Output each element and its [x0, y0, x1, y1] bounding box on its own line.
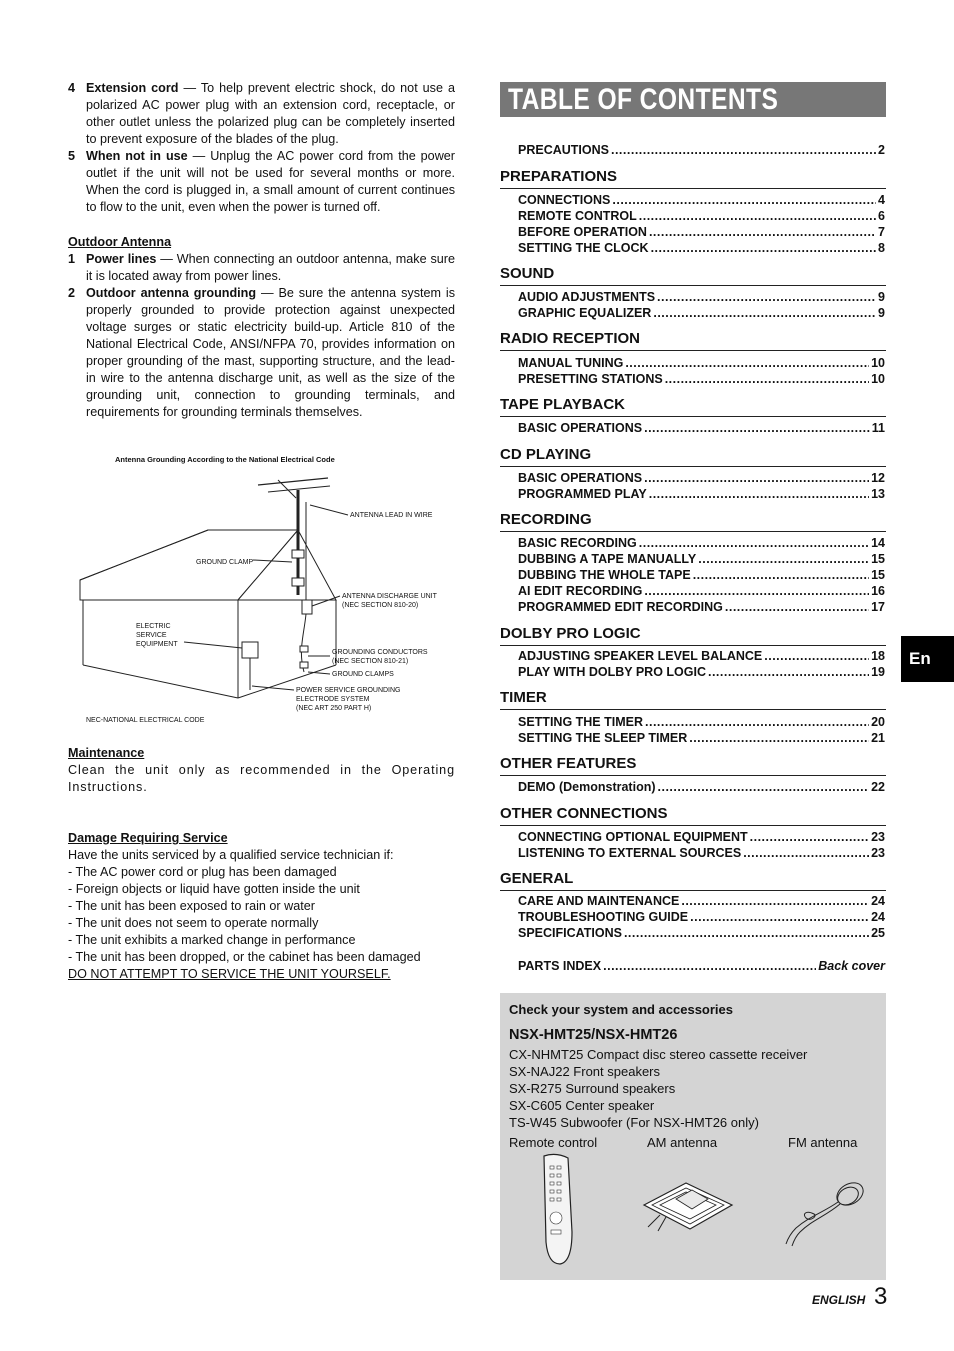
toc-section-dolby-pro-logic: DOLBY PRO LOGIC — [500, 625, 886, 646]
label-power-2: ELECTRODE SYSTEM — [296, 696, 370, 703]
outdoor-antenna-heading: Outdoor Antenna — [68, 235, 172, 249]
toc-section-timer: TIMER — [500, 689, 886, 710]
toc-entry-precautions[interactable] — [518, 142, 885, 158]
toc-entry-label: BEFORE OPERATION — [518, 225, 647, 239]
electric-service-box — [242, 642, 258, 658]
item-text: — To help prevent electric shock, do not use a polarized AC power plug with an extension cord, receptacle, or other outlet unless the polarized plug can be completely inserted to prevent exposure of the blades of the plug. — [86, 81, 455, 146]
toc-entry[interactable] — [518, 893, 885, 909]
label-electric-1: ELECTRIC — [136, 623, 171, 630]
toc-entry-label: BASIC RECORDING — [518, 536, 637, 550]
label-power-3: (NEC ART 250 PART H) — [296, 705, 372, 712]
accessory-item: TS-W45 Subwoofer (For NSX-HMT26 only) — [509, 1115, 759, 1130]
toc-entry-label: SPECIFICATIONS — [518, 926, 622, 940]
safety-item-extension-cord — [68, 80, 455, 148]
toc-section-other-connections: OTHER CONNECTIONS — [500, 805, 886, 826]
accessories-model: NSX-HMT25/NSX-HMT26 — [509, 1027, 678, 1043]
toc-entry-label: PLAY WITH DOLBY PRO LOGIC — [518, 665, 706, 679]
accessory-fm-label: FM antenna — [788, 1135, 858, 1150]
toc-entry[interactable] — [518, 567, 885, 583]
item-text: — Be sure the antenna system is properly grounded to provide protection against unexpected voltage surges or static electricity build-up. Article 810 of the National Electrical Code, ANSI/NFPA 70, provides information on proper grounding of the mast, supporting structure, and the lead-in wire to the antenna discharge unit, as well as the size of the grounding unit, connection to grounding terminals, and requirements for grounding terminals themselves. — [86, 286, 455, 419]
toc-entry-label: GRAPHIC EQUALIZER — [518, 306, 652, 320]
toc-entry-label: TROUBLESHOOTING GUIDE — [518, 910, 689, 924]
toc-entry-page: 13 — [871, 487, 885, 501]
toc-entry-page: 16 — [871, 584, 885, 598]
toc-entry[interactable] — [518, 305, 885, 321]
ground-clamp-a — [300, 646, 308, 652]
toc-entry-label: PARTS INDEX — [518, 959, 602, 973]
toc-entry-parts-index[interactable] — [518, 958, 885, 974]
toc-entry-page: 18 — [871, 649, 885, 663]
toc-entry[interactable] — [518, 470, 885, 486]
label-electric-2: SERVICE — [136, 632, 167, 639]
label-ground-clamp: GROUND CLAMP — [196, 559, 254, 566]
toc-entry-page: 20 — [871, 715, 885, 729]
item-title: When not in use — [86, 149, 188, 163]
toc-entry-label: SETTING THE SLEEP TIMER — [518, 731, 688, 745]
toc-entry-label: BASIC OPERATIONS — [518, 421, 643, 435]
left-column — [68, 80, 455, 421]
safety-item-not-in-use — [68, 148, 455, 216]
toc-entry-page: 17 — [871, 600, 885, 614]
accessory-item: SX-R275 Surround speakers — [509, 1081, 676, 1096]
toc-entry[interactable] — [518, 208, 885, 224]
toc-entry-page: 2 — [878, 143, 885, 157]
item-number: 1 — [68, 252, 76, 266]
toc-section-cd-playing: CD PLAYING — [500, 446, 886, 467]
toc-title: TABLE OF CONTENTS — [508, 83, 779, 116]
maintenance-heading: Maintenance — [68, 746, 145, 760]
toc-entry[interactable] — [518, 371, 885, 387]
toc-entry[interactable] — [518, 730, 885, 746]
item-number: 2 — [68, 286, 76, 300]
toc-entry-label: DUBBING A TAPE MANUALLY — [518, 552, 697, 566]
toc-entry-label: CARE AND MAINTENANCE — [518, 894, 680, 908]
damage-list-item: - The unit has been exposed to rain or water — [68, 899, 315, 913]
toc-entry[interactable] — [518, 845, 885, 861]
toc-entry-page: 23 — [871, 830, 885, 844]
toc-entry-page: 15 — [871, 568, 885, 582]
toc-entry-page: 8 — [878, 241, 885, 255]
toc-entry[interactable] — [518, 583, 885, 599]
maintenance-text: Clean the unit only as recommended in the Operating Instructions. — [68, 763, 455, 794]
toc-section-tape-playback: TAPE PLAYBACK — [500, 396, 886, 417]
toc-entry[interactable] — [518, 909, 885, 925]
accessory-am-label: AM antenna — [647, 1135, 718, 1150]
language-tab: En — [901, 636, 954, 682]
damage-list-item: - The AC power cord or plug has been damaged — [68, 865, 337, 879]
damage-warning: DO NOT ATTEMPT TO SERVICE THE UNIT YOURSELF. — [68, 967, 391, 981]
outdoor-item-power-lines — [68, 251, 455, 285]
accessory-item: SX-NAJ22 Front speakers — [509, 1064, 661, 1079]
antenna-grounding-diagram — [68, 450, 455, 730]
house-base — [83, 665, 238, 698]
toc-entry-page: 22 — [871, 780, 885, 794]
am-antenna-icon — [640, 1175, 736, 1235]
toc-entry[interactable] — [518, 224, 885, 240]
toc-entry-label: PROGRAMMED EDIT RECORDING — [518, 600, 723, 614]
toc-section-preparations: PREPARATIONS — [500, 168, 886, 189]
toc-entry-page: 23 — [871, 846, 885, 860]
maintenance-block — [68, 745, 455, 796]
clamp-2 — [292, 578, 304, 586]
toc-entry-page: 6 — [878, 209, 885, 223]
label-electric-3: EQUIPMENT — [136, 641, 178, 648]
clamp-1 — [292, 550, 304, 558]
toc-entry[interactable] — [518, 714, 885, 730]
item-title: Extension cord — [86, 81, 179, 95]
toc-entry-label: PROGRAMMED PLAY — [518, 487, 647, 501]
item-text: — Unplug the AC power cord from the power outlet if the unit will not be used for several months or more. When the cord is plugged in, a small amount of current continues to flow to the unit, even when the power is turned off. — [86, 149, 455, 214]
damage-block — [68, 830, 463, 983]
remote-control-icon — [536, 1152, 576, 1268]
damage-heading: Damage Requiring Service — [68, 831, 228, 845]
toc-entry[interactable] — [518, 535, 885, 551]
damage-list-item: - The unit does not seem to operate normally — [68, 916, 319, 930]
toc-entry-label: PRECAUTIONS — [518, 143, 609, 157]
toc-entry[interactable] — [518, 551, 885, 567]
toc-entry-label: SETTING THE TIMER — [518, 715, 643, 729]
damage-list-item: - The unit exhibits a marked change in performance — [68, 933, 356, 947]
toc-entry-page: 24 — [871, 910, 885, 924]
toc-section-recording: RECORDING — [500, 511, 886, 532]
toc-entry[interactable] — [518, 240, 885, 256]
diagram-title: Antenna Grounding According to the National Electrical Code — [115, 455, 335, 464]
label-discharge-2: (NEC SECTION 810-20) — [342, 602, 419, 609]
toc-entry-label: SETTING THE CLOCK — [518, 241, 649, 255]
toc-entry-label: MANUAL TUNING — [518, 356, 624, 370]
toc-section-radio-reception: RADIO RECEPTION — [500, 330, 886, 351]
toc-entry-label: AI EDIT RECORDING — [518, 584, 643, 598]
item-number: 4 — [68, 81, 76, 95]
toc-entry-page: 4 — [878, 193, 885, 207]
toc-entry-label: LISTENING TO EXTERNAL SOURCES — [518, 846, 742, 860]
footer-language: ENGLISH — [812, 1293, 866, 1307]
antenna-element-1 — [258, 478, 328, 485]
label-conductors-1: GROUNDING CONDUCTORS — [332, 649, 428, 656]
toc-entry[interactable] — [518, 289, 885, 305]
toc-entry[interactable] — [518, 664, 885, 680]
toc-entry-page: 25 — [871, 926, 885, 940]
label-antenna-lead: ANTENNA LEAD IN WIRE — [350, 512, 433, 519]
toc-entry-label: PRESETTING STATIONS — [518, 372, 663, 386]
toc-entry-label: REMOTE CONTROL — [518, 209, 637, 223]
accessory-item: SX-C605 Center speaker — [509, 1098, 655, 1113]
toc-entry-label: DEMO (Demonstration) — [518, 780, 656, 794]
toc-entry-page: 21 — [871, 731, 885, 745]
toc-entry-page: 19 — [871, 665, 885, 679]
toc-entry-label: CONNECTING OPTIONAL EQUIPMENT — [518, 830, 748, 844]
toc-section-sound: SOUND — [500, 265, 886, 286]
toc-entry-page: 10 — [871, 356, 885, 370]
toc-entry-page: 9 — [878, 306, 885, 320]
item-title: Outdoor antenna grounding — [86, 286, 257, 300]
item-number: 5 — [68, 149, 76, 163]
toc-entry[interactable] — [518, 779, 885, 795]
toc-entry-page: 7 — [878, 225, 885, 239]
label-nec: NEC-NATIONAL ELECTRICAL CODE — [86, 717, 205, 724]
toc-section-general: GENERAL — [500, 870, 886, 891]
label-discharge-1: ANTENNA DISCHARGE UNIT — [342, 593, 437, 600]
ground-clamp-b — [300, 662, 308, 668]
toc-entry[interactable] — [518, 829, 885, 845]
toc-entry-page: 12 — [871, 471, 885, 485]
item-text: — When connecting an outdoor antenna, make sure it is located away from power lines. — [86, 252, 455, 283]
toc-entry[interactable] — [518, 192, 885, 208]
toc-entry-label: BASIC OPERATIONS — [518, 471, 643, 485]
damage-list-item: - Foreign objects or liquid have gotten inside the unit — [68, 882, 360, 896]
damage-intro: Have the units serviced by a qualified service technician if: — [68, 848, 394, 862]
toc-entry-label: CONNECTIONS — [518, 193, 611, 207]
fm-antenna-icon — [784, 1176, 870, 1248]
toc-entry-page: 14 — [871, 536, 885, 550]
label-clamps: GROUND CLAMPS — [332, 671, 394, 678]
discharge-unit — [302, 600, 312, 614]
accessory-remote-label: Remote control — [509, 1135, 598, 1150]
toc-entry-label: ADJUSTING SPEAKER LEVEL BALANCE — [518, 649, 763, 663]
item-title: Power lines — [86, 252, 157, 266]
toc-entry-page: Back cover — [818, 959, 885, 973]
damage-list-item: - The unit has been dropped, or the cabinet has been damaged — [68, 950, 421, 964]
label-conductors-2: (NEC SECTION 810-21) — [332, 658, 409, 665]
toc-entry[interactable] — [518, 648, 885, 664]
toc-entry-label: DUBBING THE WHOLE TAPE — [518, 568, 691, 582]
outdoor-item-grounding — [68, 285, 455, 421]
toc-entry[interactable] — [518, 925, 885, 941]
page-number: 3 — [874, 1283, 888, 1310]
toc-entry-page: 10 — [871, 372, 885, 386]
toc-entry[interactable] — [518, 420, 885, 436]
leader-electric — [184, 642, 242, 648]
toc-entry-page: 15 — [871, 552, 885, 566]
toc-entry[interactable] — [518, 599, 885, 615]
label-power-1: POWER SERVICE GROUNDING — [296, 687, 401, 694]
toc-section-other-features: OTHER FEATURES — [500, 755, 886, 776]
toc-entry[interactable] — [518, 486, 885, 502]
leader-lead-in — [310, 505, 348, 515]
accessories-heading: Check your system and accessories — [509, 1002, 734, 1017]
toc-entry-page: 11 — [871, 421, 885, 435]
toc-entry-label: AUDIO ADJUSTMENTS — [518, 290, 656, 304]
toc-entry-page: 9 — [878, 290, 885, 304]
toc-entry-page: 24 — [871, 894, 885, 908]
accessory-item: CX-NHMT25 Compact disc stereo cassette receiver — [509, 1047, 808, 1062]
toc-entry[interactable] — [518, 355, 885, 371]
